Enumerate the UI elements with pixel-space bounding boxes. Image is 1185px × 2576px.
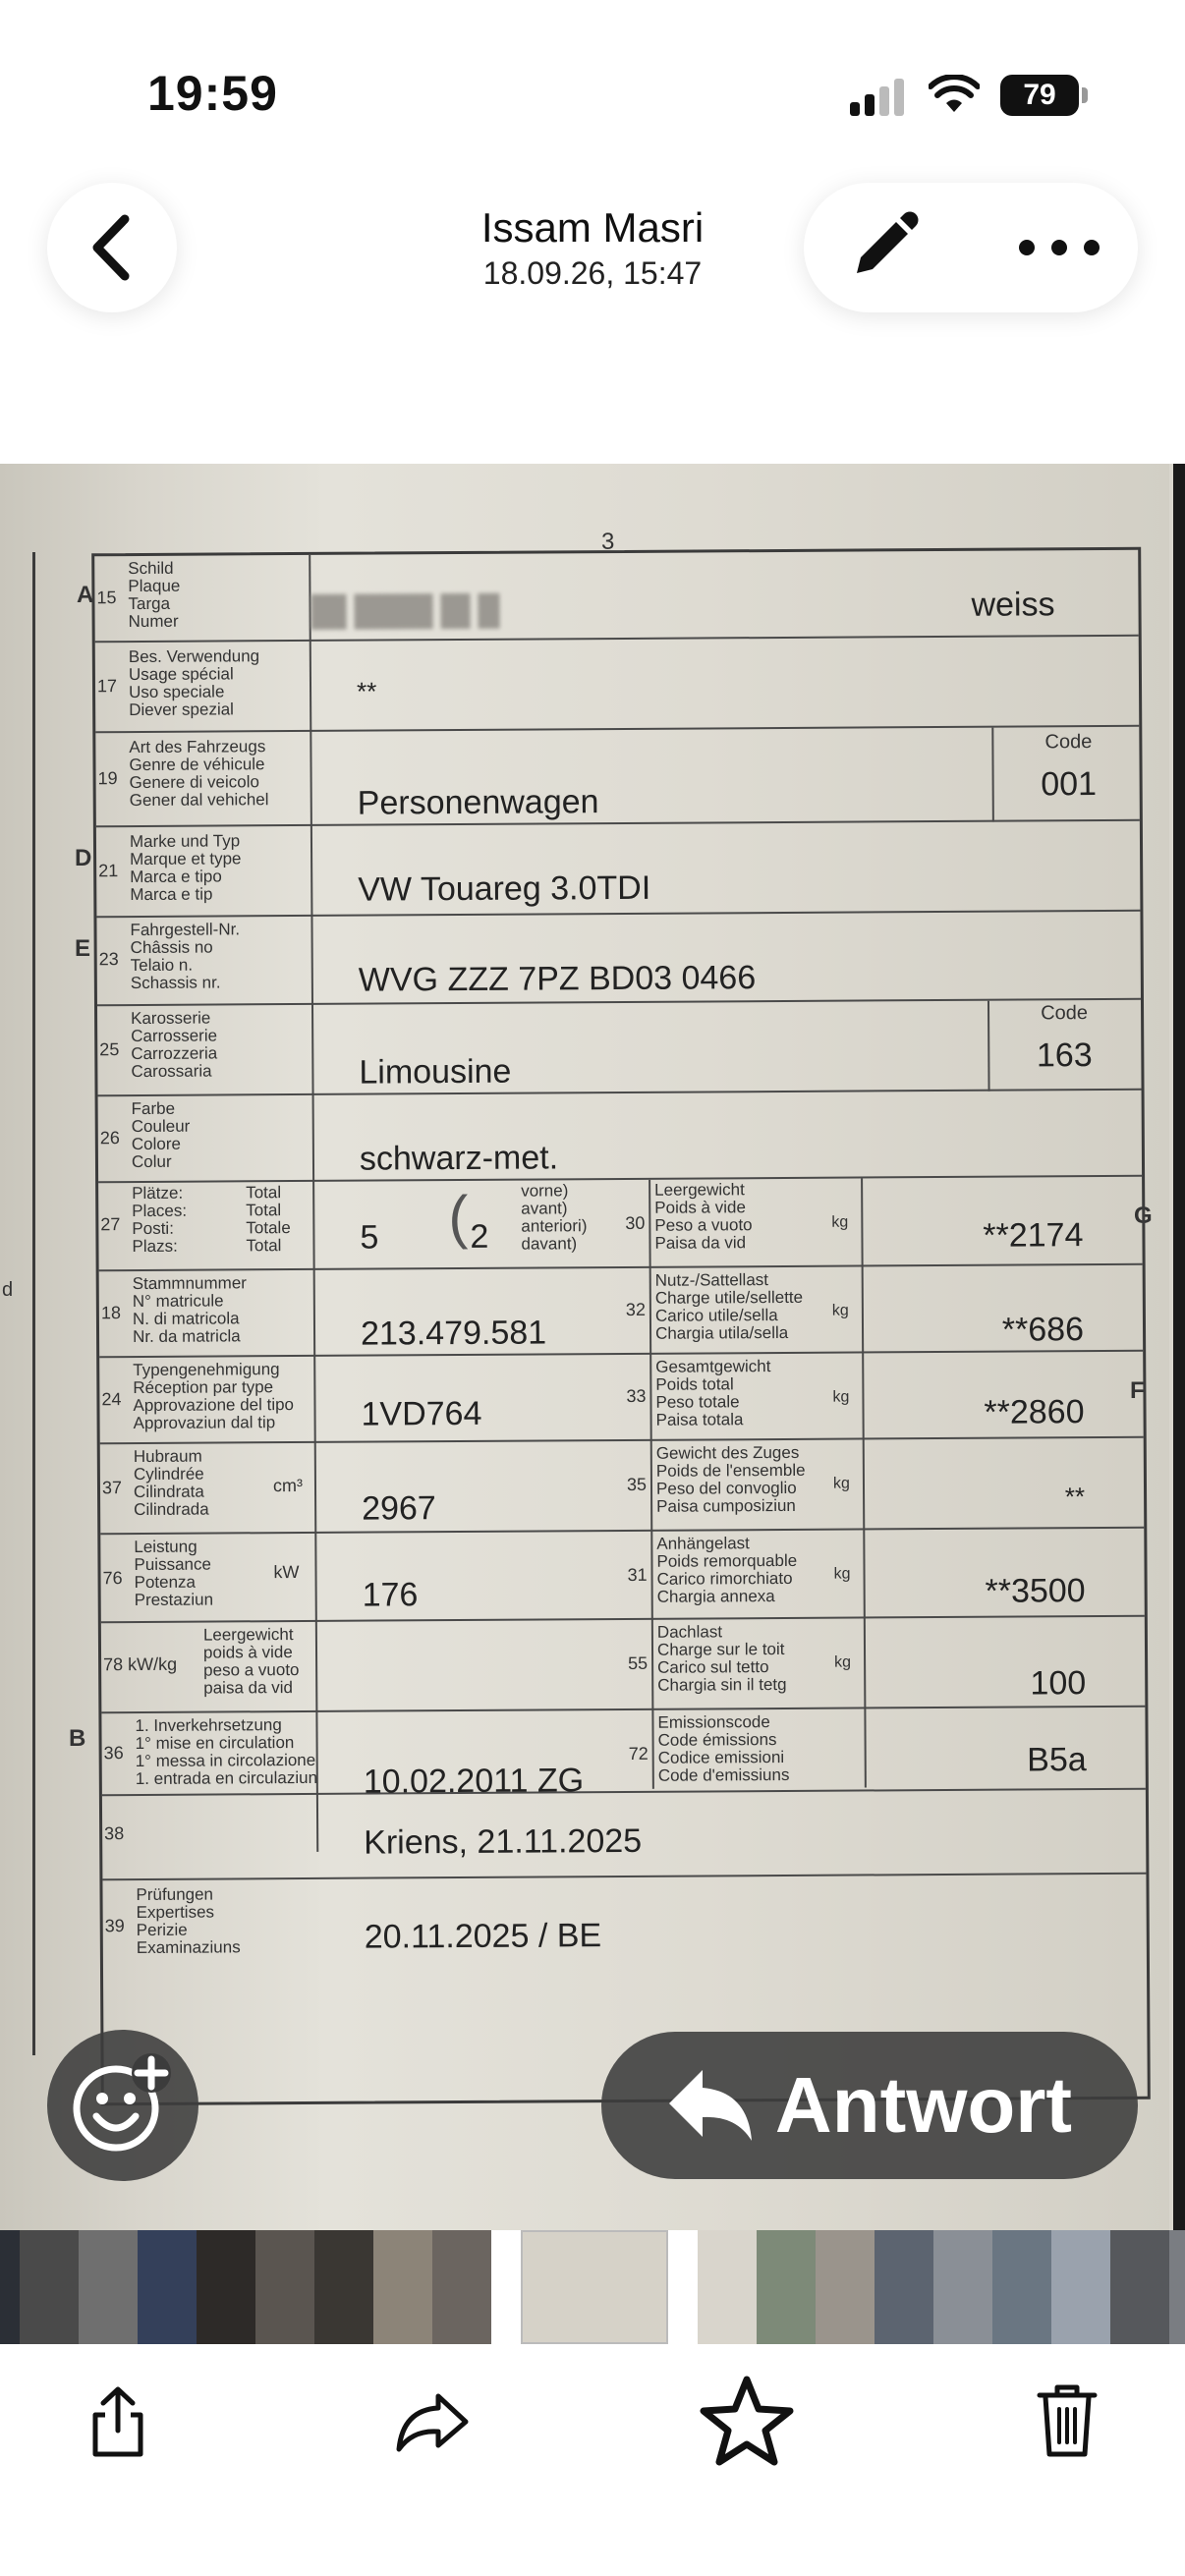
star-icon [700,2376,794,2466]
status-bar [0,0,1185,187]
row-type-approval-total-weight: 24 Typengenehmigung Réception par type Approvazione del tipo Approvaziun dal tip 1VD764 33 Gesamtgewicht Poids total Peso totale Paisa totala kg **2860 [99,1352,1144,1444]
status-time: 19:59 [147,66,278,121]
row-body: 25 Karosserie Carrosserie Carrozzeria Carossaria Limousine Code 163 [97,1000,1142,1096]
row-make-model: 21 Marke und Typ Marque et type Marca e tipo Marca e tip VW Touareg 3.0TDI [96,821,1141,918]
thumbnail[interactable] [1169,2230,1185,2344]
row-power-towing: 76 Leistung Puissance Potenza Prestaziun kW 176 31 Anhängelast Poids remorquable Carico rimorchiato Chargia annexa kg **3500 [100,1529,1145,1623]
thumbnail[interactable] [1110,2230,1169,2344]
thumbnail[interactable] [757,2230,816,2344]
row-special-use: 17 Bes. Verwendung Usage spécial Uso speciale Diever spezial ** [95,637,1140,733]
media-thumbnail-strip[interactable] [0,2230,1185,2344]
row-first-registration-emissions: 36 1. Inverkehrsetzung 1° mise en circulation 1° messa in circolazione 1. entrada en circulaziun 10.02.2011 ZG 72 Emissionscode Code émissions Codice emissioni Code d'emissiuns B5a [101,1708,1145,1796]
thumbnail[interactable] [816,2230,875,2344]
header-actions [804,183,1138,312]
thumbnail[interactable] [20,2230,79,2344]
delete-button[interactable] [1018,2372,1116,2470]
reply-label: Antwort [774,2061,1073,2149]
thumbnail[interactable] [875,2230,933,2344]
row-seats-empty-weight: 27 Plätze: Places: Posti: Plazs: Total Total Totale Total 5 ( 2 vorne) avant) anteriori) davant) 30 Leergewicht Poids à vide Peso a vuoto Paisa da vid kg **2174 [98,1177,1143,1271]
side-letter-b: B [69,1725,86,1752]
thumbnail[interactable] [79,2230,138,2344]
reply-arrow-icon [667,2066,756,2145]
thumbnail[interactable] [373,2230,432,2344]
add-reaction-button[interactable] [47,2030,198,2181]
side-letter-f: F [1130,1377,1145,1404]
trash-icon [1036,2381,1099,2460]
pencil-icon [843,208,922,287]
thumbnail[interactable] [698,2230,757,2344]
wifi-icon [929,75,980,114]
edit-button[interactable] [843,208,922,287]
thumbnail[interactable] [138,2230,197,2344]
message-photo[interactable] [0,464,1185,2232]
row-vehicle-type: 19 Art des Fahrzeugs Genre de véhicule Genere di veicolo Gener dal vehichel Personenwagen Code 001 [95,727,1140,827]
side-letter-d: D [75,845,92,871]
vehicle-registration-document [0,464,1169,2232]
share-icon [84,2381,152,2460]
thumbnail[interactable] [992,2230,1051,2344]
side-letter-a: A [77,582,94,608]
bottom-toolbar [0,2348,1185,2576]
sender-name: Issam Masri [480,204,705,251]
message-timestamp: 18.09.26, 15:47 [482,255,703,291]
side-letter-e: E [75,935,91,962]
thumbnail[interactable] [0,2230,20,2344]
row-plate: 15 Schild Plaque Targa Numer weiss [94,550,1139,643]
row-displacement-train-weight: 37 Hubraum Cylindrée Cilindrata Cilindrada cm³ 2967 35 Gewicht des Zuges Poids de l'ensemble Peso del convoglio Paisa cumposiziun kg ** [100,1438,1145,1535]
battery-indicator: 79 [1000,75,1079,116]
row-color: 26 Farbe Couleur Colore Colur schwarz-met. [98,1091,1143,1183]
forward-icon [393,2386,472,2455]
row-issue-place-date: 38 Kriens, 21.11.2025 [102,1790,1147,1880]
plate-color: weiss [971,586,1055,624]
row-chassis-number: 23 Fahrgestell-Nr. Châssis no Telaio n. Schassis nr. WVG ZZZ 7PZ BD03 0466 [96,912,1141,1006]
favorite-button[interactable] [698,2372,796,2470]
row-inspections: 39 Prüfungen Expertises Perizie Examinaziuns 20.11.2025 / BE [104,1884,602,1958]
side-letter-g: G [1134,1203,1153,1229]
thumbnail[interactable] [432,2230,491,2344]
back-button[interactable] [47,183,177,312]
add-reaction-icon [69,2051,177,2159]
share-button[interactable] [69,2372,167,2470]
redacted-plate-number [310,591,527,632]
chevron-left-icon [87,213,137,282]
ellipsis-icon [1015,238,1103,257]
cellular-signal-icon [850,79,909,116]
thumbnail[interactable] [1051,2230,1110,2344]
more-button[interactable] [1010,208,1108,287]
thumbnail-selected[interactable] [521,2230,668,2344]
thumbnail[interactable] [197,2230,255,2344]
thumbnail[interactable] [255,2230,314,2344]
reply-button[interactable] [601,2032,1138,2179]
forward-button[interactable] [383,2372,481,2470]
thumbnail[interactable] [314,2230,373,2344]
previous-page-edge [0,552,35,2055]
row-master-number-payload: 18 Stammnummer N° matricule N. di matricola Nr. da matricla 213.479.581 32 Nutz-/Sattellast Charge utile/sellette Carico utile/sella Chargia utila/sella kg **686 [99,1265,1144,1358]
registration-form-table [91,547,1151,2105]
left-page-fragment: d [2,1279,14,1301]
thumbnail[interactable] [933,2230,992,2344]
page-number: 3 [601,529,615,555]
row-power-weight-roof-load: 78 kW/kg Leergewicht poids à vide peso a vuoto paisa da vid 55 Dachlast Charge sur le toit Carico sul tetto Chargia sin il tetg kg 100 [101,1617,1146,1713]
